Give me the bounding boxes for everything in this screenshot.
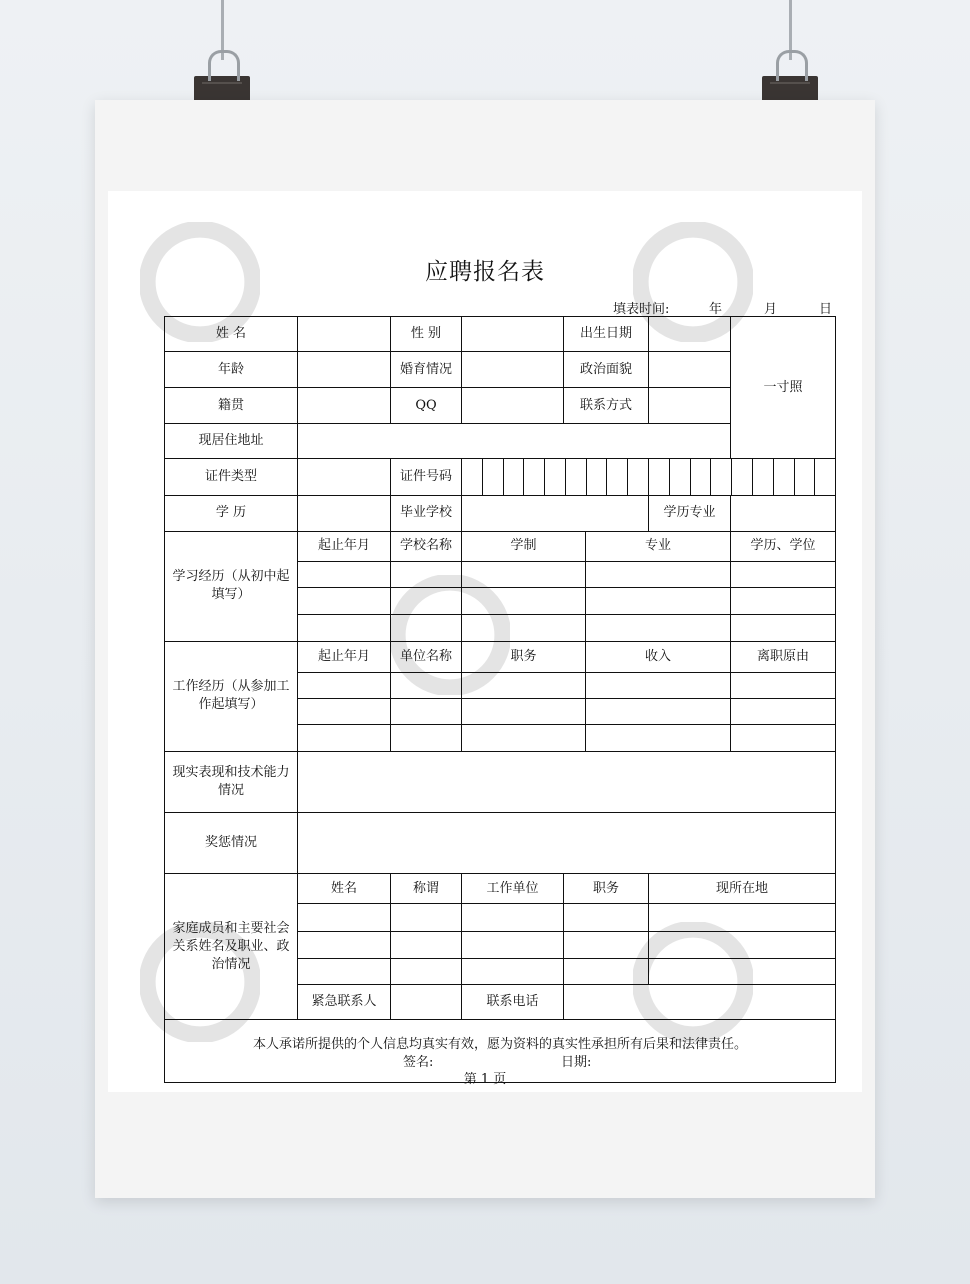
field-name[interactable] xyxy=(298,317,391,352)
study-cell[interactable] xyxy=(298,561,391,587)
label-id-type: 证件类型 xyxy=(165,459,298,496)
field-id-type[interactable] xyxy=(298,459,391,496)
work-cell[interactable] xyxy=(586,672,731,698)
family-header-name: 姓名 xyxy=(298,874,391,904)
work-cell[interactable] xyxy=(298,698,391,724)
study-cell[interactable] xyxy=(586,587,731,614)
field-performance[interactable] xyxy=(298,752,836,813)
study-cell[interactable] xyxy=(731,614,836,641)
label-contact-phone: 联系电话 xyxy=(462,984,564,1019)
family-cell[interactable] xyxy=(564,931,649,958)
field-age[interactable] xyxy=(298,352,391,388)
work-cell[interactable] xyxy=(391,698,462,724)
work-cell[interactable] xyxy=(298,672,391,698)
study-cell[interactable] xyxy=(731,561,836,587)
family-cell[interactable] xyxy=(298,958,391,984)
family-cell[interactable] xyxy=(298,931,391,958)
field-address[interactable] xyxy=(298,424,731,459)
label-political: 政治面貌 xyxy=(564,352,649,388)
signature-date-label: 日期: xyxy=(561,1054,592,1070)
label-id-number: 证件号码 xyxy=(391,459,462,496)
family-cell[interactable] xyxy=(649,931,836,958)
study-header-degree: 学历、学位 xyxy=(731,531,836,561)
family-cell[interactable] xyxy=(298,904,391,931)
family-header-relation: 称谓 xyxy=(391,874,462,904)
label-age: 年龄 xyxy=(165,352,298,388)
fill-date-label: 填表时间: xyxy=(613,302,670,317)
family-cell[interactable] xyxy=(391,931,462,958)
work-cell[interactable] xyxy=(391,724,462,751)
field-awards[interactable] xyxy=(298,813,836,874)
work-cell[interactable] xyxy=(731,698,836,724)
work-header-period: 起止年月 xyxy=(298,641,391,672)
label-name: 姓 名 xyxy=(165,317,298,352)
label-contact: 联系方式 xyxy=(564,388,649,424)
family-cell[interactable] xyxy=(564,958,649,984)
label-school: 毕业学校 xyxy=(391,496,462,531)
work-cell[interactable] xyxy=(391,672,462,698)
family-cell[interactable] xyxy=(649,904,836,931)
label-major: 学历专业 xyxy=(649,496,731,531)
field-contact[interactable] xyxy=(649,388,731,424)
family-cell[interactable] xyxy=(391,904,462,931)
fill-date-year: 年 xyxy=(709,302,723,317)
work-cell[interactable] xyxy=(462,724,586,751)
family-cell[interactable] xyxy=(462,931,564,958)
field-school[interactable] xyxy=(462,496,649,531)
field-emergency-contact[interactable] xyxy=(391,984,462,1019)
study-cell[interactable] xyxy=(391,614,462,641)
family-header-position: 职务 xyxy=(564,874,649,904)
label-native: 籍贯 xyxy=(165,388,298,424)
work-cell[interactable] xyxy=(731,672,836,698)
label-performance: 现实表现和技术能力情况 xyxy=(165,752,298,813)
study-header-duration: 学制 xyxy=(462,531,586,561)
study-cell[interactable] xyxy=(586,614,731,641)
registration-form-table xyxy=(164,316,836,1083)
field-political[interactable] xyxy=(649,352,731,388)
family-cell[interactable] xyxy=(391,958,462,984)
work-header-position: 职务 xyxy=(462,641,586,672)
label-birth: 出生日期 xyxy=(564,317,649,352)
label-qq: QQ xyxy=(391,388,462,424)
label-work-history: 工作经历（从参加工作起填写） xyxy=(165,641,298,751)
study-cell[interactable] xyxy=(391,587,462,614)
work-cell[interactable] xyxy=(731,724,836,751)
study-cell[interactable] xyxy=(462,561,586,587)
fill-date-day: 日 xyxy=(819,302,833,317)
work-cell[interactable] xyxy=(298,724,391,751)
form-title: 应聘报名表 xyxy=(425,259,545,285)
work-header-leave-reason: 离职原由 xyxy=(731,641,836,672)
photo-box[interactable]: 一寸照 xyxy=(731,317,836,459)
family-header-location: 现所在地 xyxy=(649,874,836,904)
family-header-employer: 工作单位 xyxy=(462,874,564,904)
field-native[interactable] xyxy=(298,388,391,424)
label-address: 现居住地址 xyxy=(165,424,298,459)
page-number: 第 1 页 xyxy=(463,1072,507,1087)
work-cell[interactable] xyxy=(462,698,586,724)
study-cell[interactable] xyxy=(298,587,391,614)
label-family: 家庭成员和主要社会关系姓名及职业、政治情况 xyxy=(165,874,298,1019)
label-awards: 奖惩情况 xyxy=(165,813,298,874)
fill-date-month: 月 xyxy=(764,302,778,317)
field-education[interactable] xyxy=(298,496,391,531)
field-birth[interactable] xyxy=(649,317,731,352)
field-id-number-grid[interactable] xyxy=(462,459,836,496)
study-cell[interactable] xyxy=(391,561,462,587)
label-marital: 婚育情况 xyxy=(391,352,462,388)
study-cell[interactable] xyxy=(462,614,586,641)
family-cell[interactable] xyxy=(462,958,564,984)
work-cell[interactable] xyxy=(462,672,586,698)
work-header-company: 单位名称 xyxy=(391,641,462,672)
field-marital[interactable] xyxy=(462,352,564,388)
study-cell[interactable] xyxy=(298,614,391,641)
field-contact-phone[interactable] xyxy=(564,984,836,1019)
study-cell[interactable] xyxy=(731,587,836,614)
family-cell[interactable] xyxy=(649,958,836,984)
work-cell[interactable] xyxy=(586,698,731,724)
field-major[interactable] xyxy=(731,496,836,531)
label-gender: 性 别 xyxy=(391,317,462,352)
study-header-major: 专业 xyxy=(586,531,731,561)
study-cell[interactable] xyxy=(586,561,731,587)
family-cell[interactable] xyxy=(462,904,564,931)
signature-label: 签名: xyxy=(403,1054,434,1070)
field-gender[interactable] xyxy=(462,317,564,352)
work-header-income: 收入 xyxy=(586,641,731,672)
pledge-text: 本人承诺所提供的个人信息均真实有效，愿为资料的真实性承担所有后果和法律责任。 xyxy=(253,1036,748,1052)
study-header-period: 起止年月 xyxy=(298,531,391,561)
label-emergency-contact: 紧急联系人 xyxy=(298,984,391,1019)
work-cell[interactable] xyxy=(586,724,731,751)
id-digit-boxes xyxy=(462,459,835,495)
field-qq[interactable] xyxy=(462,388,564,424)
study-header-school: 学校名称 xyxy=(391,531,462,561)
study-cell[interactable] xyxy=(462,587,586,614)
label-education: 学 历 xyxy=(165,496,298,531)
label-study-history: 学习经历（从初中起填写） xyxy=(165,531,298,641)
family-cell[interactable] xyxy=(564,904,649,931)
